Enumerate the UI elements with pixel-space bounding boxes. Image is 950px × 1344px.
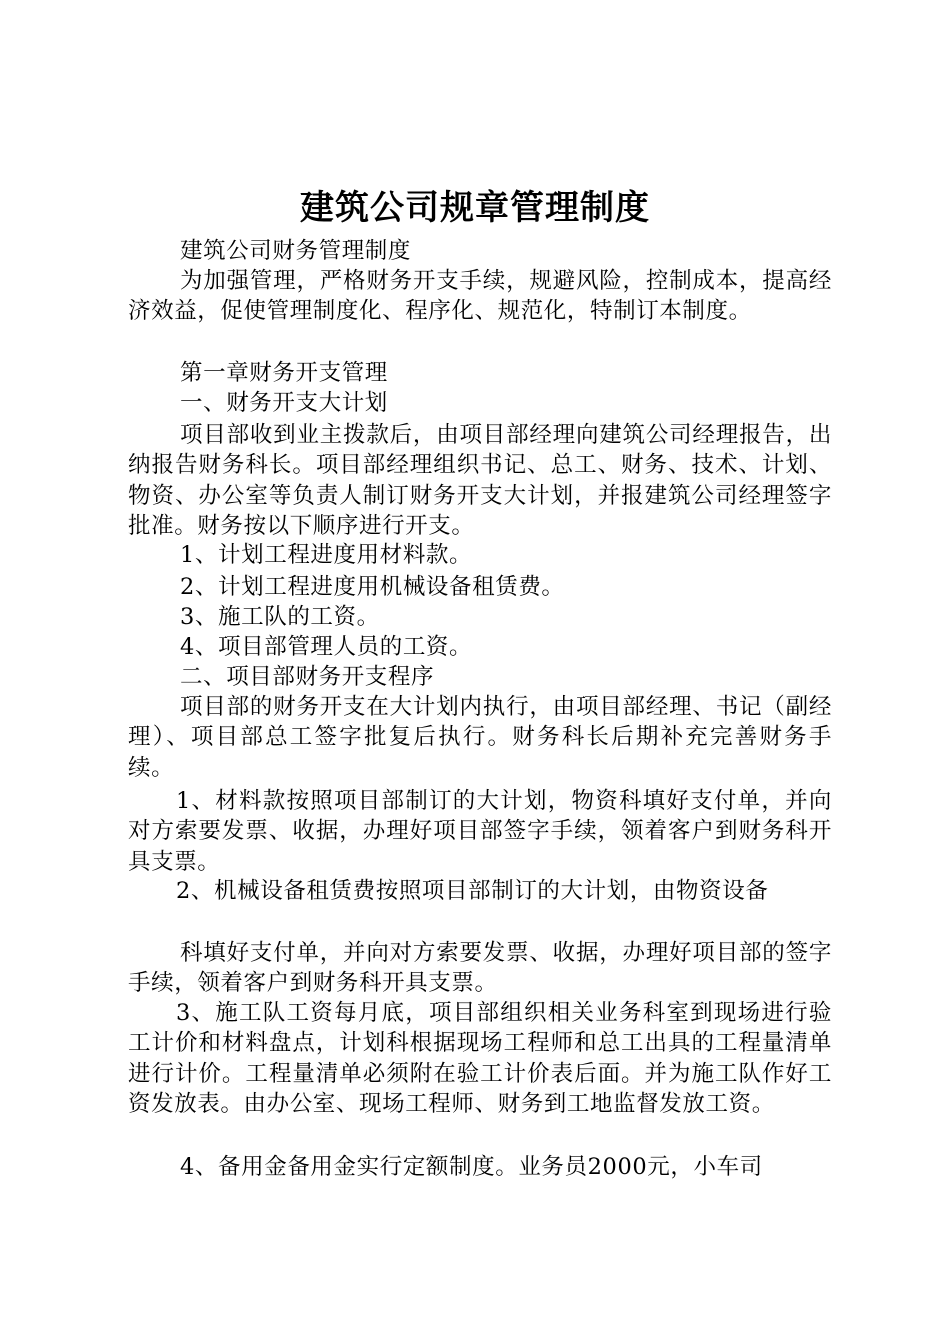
paragraph: 3、施工队工资每月底，项目部组织相关业务科室到现场进行验工计价和材料盘点，计划科根据现场工程师和总工出具的工程量清单进行计价。工程量清单必须附在验工计价表后面。并为施工队作好工资发放表。由办公室、现场工程师、财务到工地监督发放工资。 bbox=[128, 1000, 832, 1118]
section-heading: 一、财务开支大计划 bbox=[180, 390, 388, 416]
list-item: 2、计划工程进度用机械设备租赁费。 bbox=[180, 574, 565, 600]
paragraph: 项目部收到业主拨款后，由项目部经理向建筑公司经理报告，出纳报告财务科长。项目部经理组织书记、总工、财务、技术、计划、物资、办公室等负责人制订财务开支大计划，并报建筑公司经理签字批准。财务按以下顺序进行开支。 bbox=[128, 422, 832, 540]
paragraph: 为加强管理，严格财务开支手续，规避风险，控制成本，提高经济效益，促使管理制度化、程序化、规范化，特制订本制度。 bbox=[128, 268, 832, 325]
paragraph: 建筑公司财务管理制度 bbox=[180, 238, 412, 264]
list-item: 1、计划工程进度用材料款。 bbox=[180, 542, 473, 568]
list-item: 4、项目部管理人员的工资。 bbox=[180, 634, 473, 660]
list-item: 3、施工队的工资。 bbox=[180, 604, 380, 630]
paragraph: 2、机械设备租赁费按照项目部制订的大计划，由物资设备 bbox=[176, 878, 769, 904]
chapter-heading: 第一章财务开支管理 bbox=[180, 360, 388, 386]
paragraph: 1、材料款按照项目部制订的大计划，物资科填好支付单，并向对方索要发票、收据，办理好项目部签字手续，领着客户到财务科开具支票。 bbox=[128, 788, 832, 875]
document-title: 建筑公司规章管理制度 bbox=[300, 188, 650, 228]
paragraph: 项目部的财务开支在大计划内执行，由项目部经理、书记（副经理）、项目部总工签字批复后执行。财务科长后期补充完善财务手续。 bbox=[128, 694, 832, 781]
section-heading: 二、项目部财务开支程序 bbox=[180, 664, 435, 690]
paragraph: 科填好支付单，并向对方索要发票、收据，办理好项目部的签字手续，领着客户到财务科开具支票。 bbox=[128, 940, 832, 997]
paragraph: 4、备用金备用金实行定额制度。业务员2000元，小车司 bbox=[180, 1154, 763, 1180]
